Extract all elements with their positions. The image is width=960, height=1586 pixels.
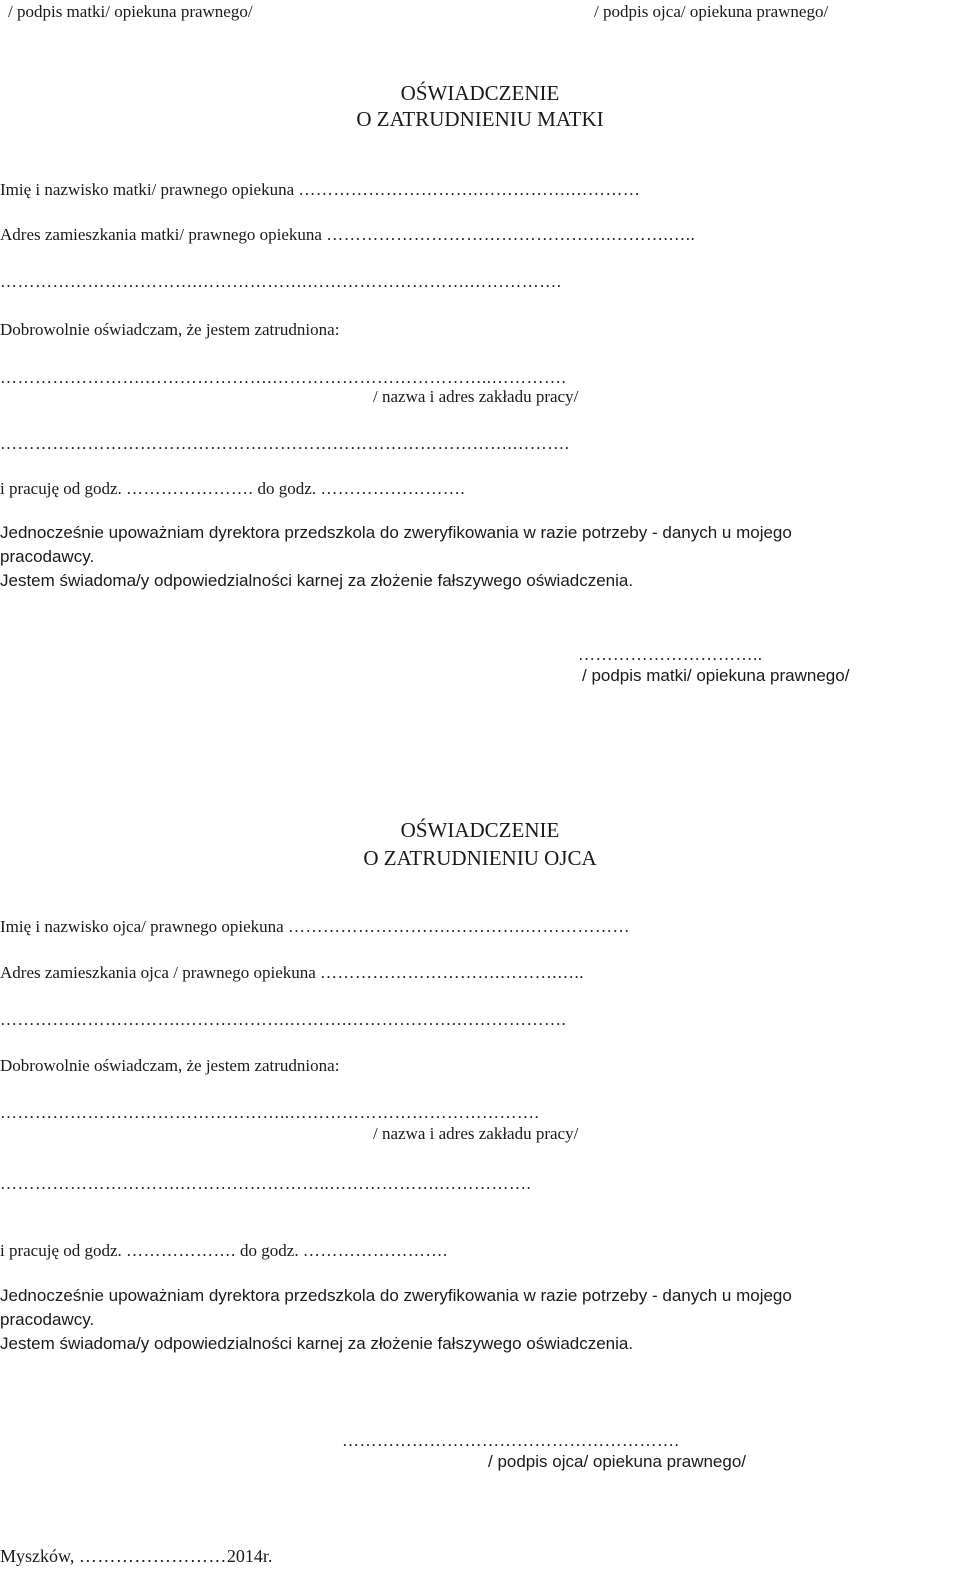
mother-address-label: Adres zamieszkania matki/ prawnego opiekuna	[0, 225, 322, 244]
father-address-label: Adres zamieszkania ojca / prawnego opiekuna	[0, 963, 316, 982]
mother-name-row	[0, 180, 640, 200]
father-authorization-line2: pracodawcy.	[0, 1310, 95, 1329]
mother-address-row	[0, 225, 695, 245]
father-signature-caption: / podpis ojca/ opiekuna prawnego/	[488, 1452, 747, 1471]
father-employer-field-line2[interactable]: ………………………….……………………..……………….…………….	[0, 1174, 532, 1193]
father-title-line1: OŚWIADCZENIE	[400, 818, 560, 842]
mother-signature-field[interactable]: …………………………..	[578, 645, 763, 664]
mother-signature-caption: / podpis matki/ opiekuna prawnego/	[582, 666, 850, 685]
mother-hours-to-field[interactable]: …………………….	[320, 479, 466, 498]
father-address-field[interactable]: ………………………….……….…..	[320, 963, 585, 982]
footer-year: 2014r.	[226, 1546, 273, 1566]
mother-name-field[interactable]: ………………………….…………….…………	[298, 180, 641, 199]
mother-address-field[interactable]: ………………………………………….……….…..	[326, 225, 696, 244]
father-hours-from-field[interactable]: ……………….	[126, 1241, 236, 1260]
footer-place: Myszków,	[0, 1546, 75, 1566]
father-hours-mid: do godz.	[240, 1241, 299, 1260]
father-title-line2: O ZATRUDNIENIU OJCA	[363, 846, 597, 870]
father-address-row	[0, 963, 584, 983]
mother-authorization-line2: pracodawcy.	[0, 547, 95, 566]
father-name-row	[0, 917, 630, 937]
mother-hours-mid: do godz.	[257, 479, 317, 498]
top-father-signature-caption: / podpis ojca/ opiekuna prawnego/	[594, 2, 829, 21]
father-hours-prefix: i pracuję od godz.	[0, 1241, 122, 1260]
father-authorization-paragraph	[0, 1284, 920, 1356]
top-mother-signature-caption: / podpis matki/ opiekuna prawnego/	[8, 2, 253, 21]
mother-hours-from-field[interactable]: ………………….	[126, 479, 254, 498]
father-responsibility-text: Jestem świadoma/y odpowiedzialności karnej za złożenie fałszywego oświadczenia.	[0, 1334, 634, 1353]
footer-place-date	[0, 1546, 272, 1566]
mother-declare-text: Dobrowolnie oświadczam, że jestem zatrudniona:	[0, 320, 340, 339]
father-name-field[interactable]: ……………………….………….………………	[287, 917, 630, 936]
mother-authorization-paragraph	[0, 521, 920, 593]
mother-hours-prefix: i pracuję od godz.	[0, 479, 122, 498]
father-signature-field[interactable]: ………………………………………………….	[342, 1431, 680, 1450]
mother-employer-caption: / nazwa i adres zakładu pracy/	[373, 387, 579, 406]
mother-title-line1: OŚWIADCZENIE	[400, 81, 560, 105]
mother-hours-row	[0, 479, 465, 499]
mother-employer-field-line2[interactable]: …………………………………………………………………………….……….	[0, 434, 570, 453]
mother-authorization-line1: Jednocześnie upoważniam dyrektora przedszkola do zweryfikowania w razie potrzeby - danych u mojego	[0, 523, 792, 542]
mother-responsibility-text: Jestem świadoma/y odpowiedzialności karnej za złożenie fałszywego oświadczenia.	[0, 571, 634, 590]
mother-employer-field-line1[interactable]: …………………….………………….………………………………..………….	[0, 368, 567, 387]
father-hours-to-field[interactable]: …………………….	[302, 1241, 448, 1260]
mother-name-label: Imię i nazwisko matki/ prawnego opiekuna	[0, 180, 295, 199]
father-address-field-line2[interactable]: ………………………….……………….……….……………….……………….	[0, 1010, 567, 1029]
father-employer-field-line1[interactable]: …………………………………………..…………………………………….	[0, 1103, 540, 1122]
mother-title-line2: O ZATRUDNIENIU MATKI	[356, 107, 604, 131]
footer-date-field[interactable]: ……………………	[78, 1546, 227, 1566]
father-authorization-line1: Jednocześnie upoważniam dyrektora przedszkola do zweryfikowania w razie potrzeby - danych u mojego	[0, 1286, 792, 1305]
father-hours-row	[0, 1241, 448, 1261]
father-employer-caption: / nazwa i adres zakładu pracy/	[373, 1124, 579, 1143]
mother-address-field-line2[interactable]: …………………………….……………….……………………….…………….	[0, 272, 562, 291]
father-declare-text: Dobrowolnie oświadczam, że jestem zatrudniona:	[0, 1056, 340, 1075]
father-name-label: Imię i nazwisko ojca/ prawnego opiekuna	[0, 917, 284, 936]
